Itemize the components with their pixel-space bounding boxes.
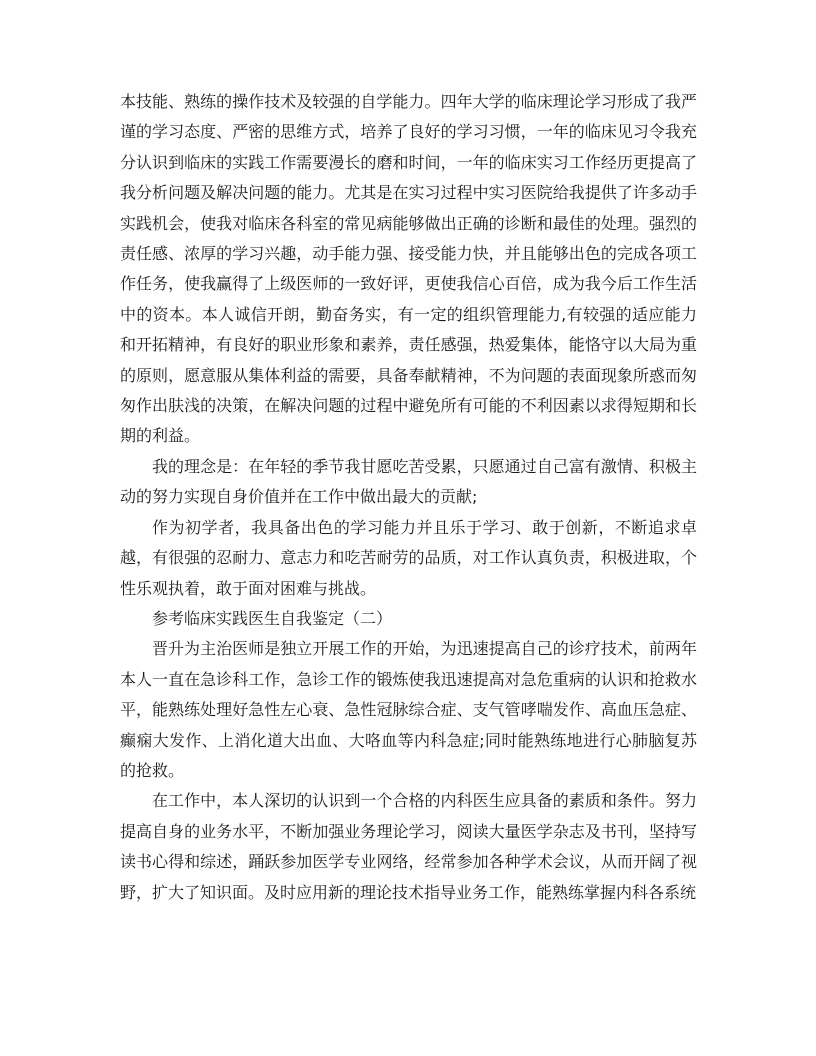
paragraph-skills-continuation: 本技能、熟练的操作技术及较强的自学能力。四年大学的临床理论学习形成了我严谨的学习态度、严密的思维方式，培养了良好的学习习惯，一年的临床见习令我充分认识到临床的实践工作需要漫长的磨和时间，一年的临床实习工作经历更提高了我分析问题及解决问题的能力。尤其是在实习过程中实习医院给我提供了许多动手实践机会，使我对临床各科室的常见病能够做出正确的诊断和最佳的处理。强烈的责任感、浓厚的学习兴趣，动手能力强、接受能力快，并且能够出色的完成各项工作任务，使我赢得了上级医师的一致好评，更使我信心百倍，成为我今后工作生活中的资本。本人诚信开朗，勤奋务实，有一定的组织管理能力,有较强的适应能力和开拓精神，有良好的职业形象和素养，责任感强，热爱集体，能恪守以大局为重的原则，愿意服从集体利益的需要，具备奉献精神，不为问题的表面现象所惑而匆匆作出肤浅的决策，在解决问题的过程中避免所有可能的不利因素以求得短期和长期的利益。 bbox=[120, 92, 697, 446]
document-body bbox=[120, 87, 697, 908]
paragraph-philosophy: 我的理念是：在年轻的季节我甘愿吃苦受累，只愿通过自己富有激情、积极主动的努力实现自身价值并在工作中做出最大的贡献; bbox=[120, 456, 697, 507]
paragraph-beginner: 作为初学者，我具备出色的学习能力并且乐于学习、敢于创新，不断追求卓越，有很强的忍耐力、意志力和吃苦耐劳的品质，对工作认真负责，积极进取，个性乐观执着，敢于面对困难与挑战。 bbox=[120, 517, 697, 598]
paragraph-promotion: 晋升为主治医师是独立开展工作的开始，为迅速提高自己的诊疗技术，前两年本人一直在急诊科工作，急诊工作的锻炼使我迅速提高对急危重病的认识和抢救水平，能熟练处理好急性左心衰、急性冠脉综合症、支气管哮喘发作、高血压急症、癫痫大发作、上消化道大出血、大咯血等内科急症;同时能熟练地进行心肺脑复苏的抢救。 bbox=[120, 639, 697, 780]
section-heading: 参考临床实践医生自我鉴定（二） bbox=[152, 608, 393, 628]
paragraph-work-reflection: 在工作中，本人深切的认识到一个合格的内科医生应具备的素质和条件。努力提高自身的业务水平，不断加强业务理论学习，阅读大量医学杂志及书刊，坚持写读书心得和综述，踊跃参加医学专业网络，经常参加各种学术会议，从而开阔了视野，扩大了知识面。及时应用新的理论技术指导业务工作，能熟练掌握内科各系统 bbox=[120, 791, 697, 902]
